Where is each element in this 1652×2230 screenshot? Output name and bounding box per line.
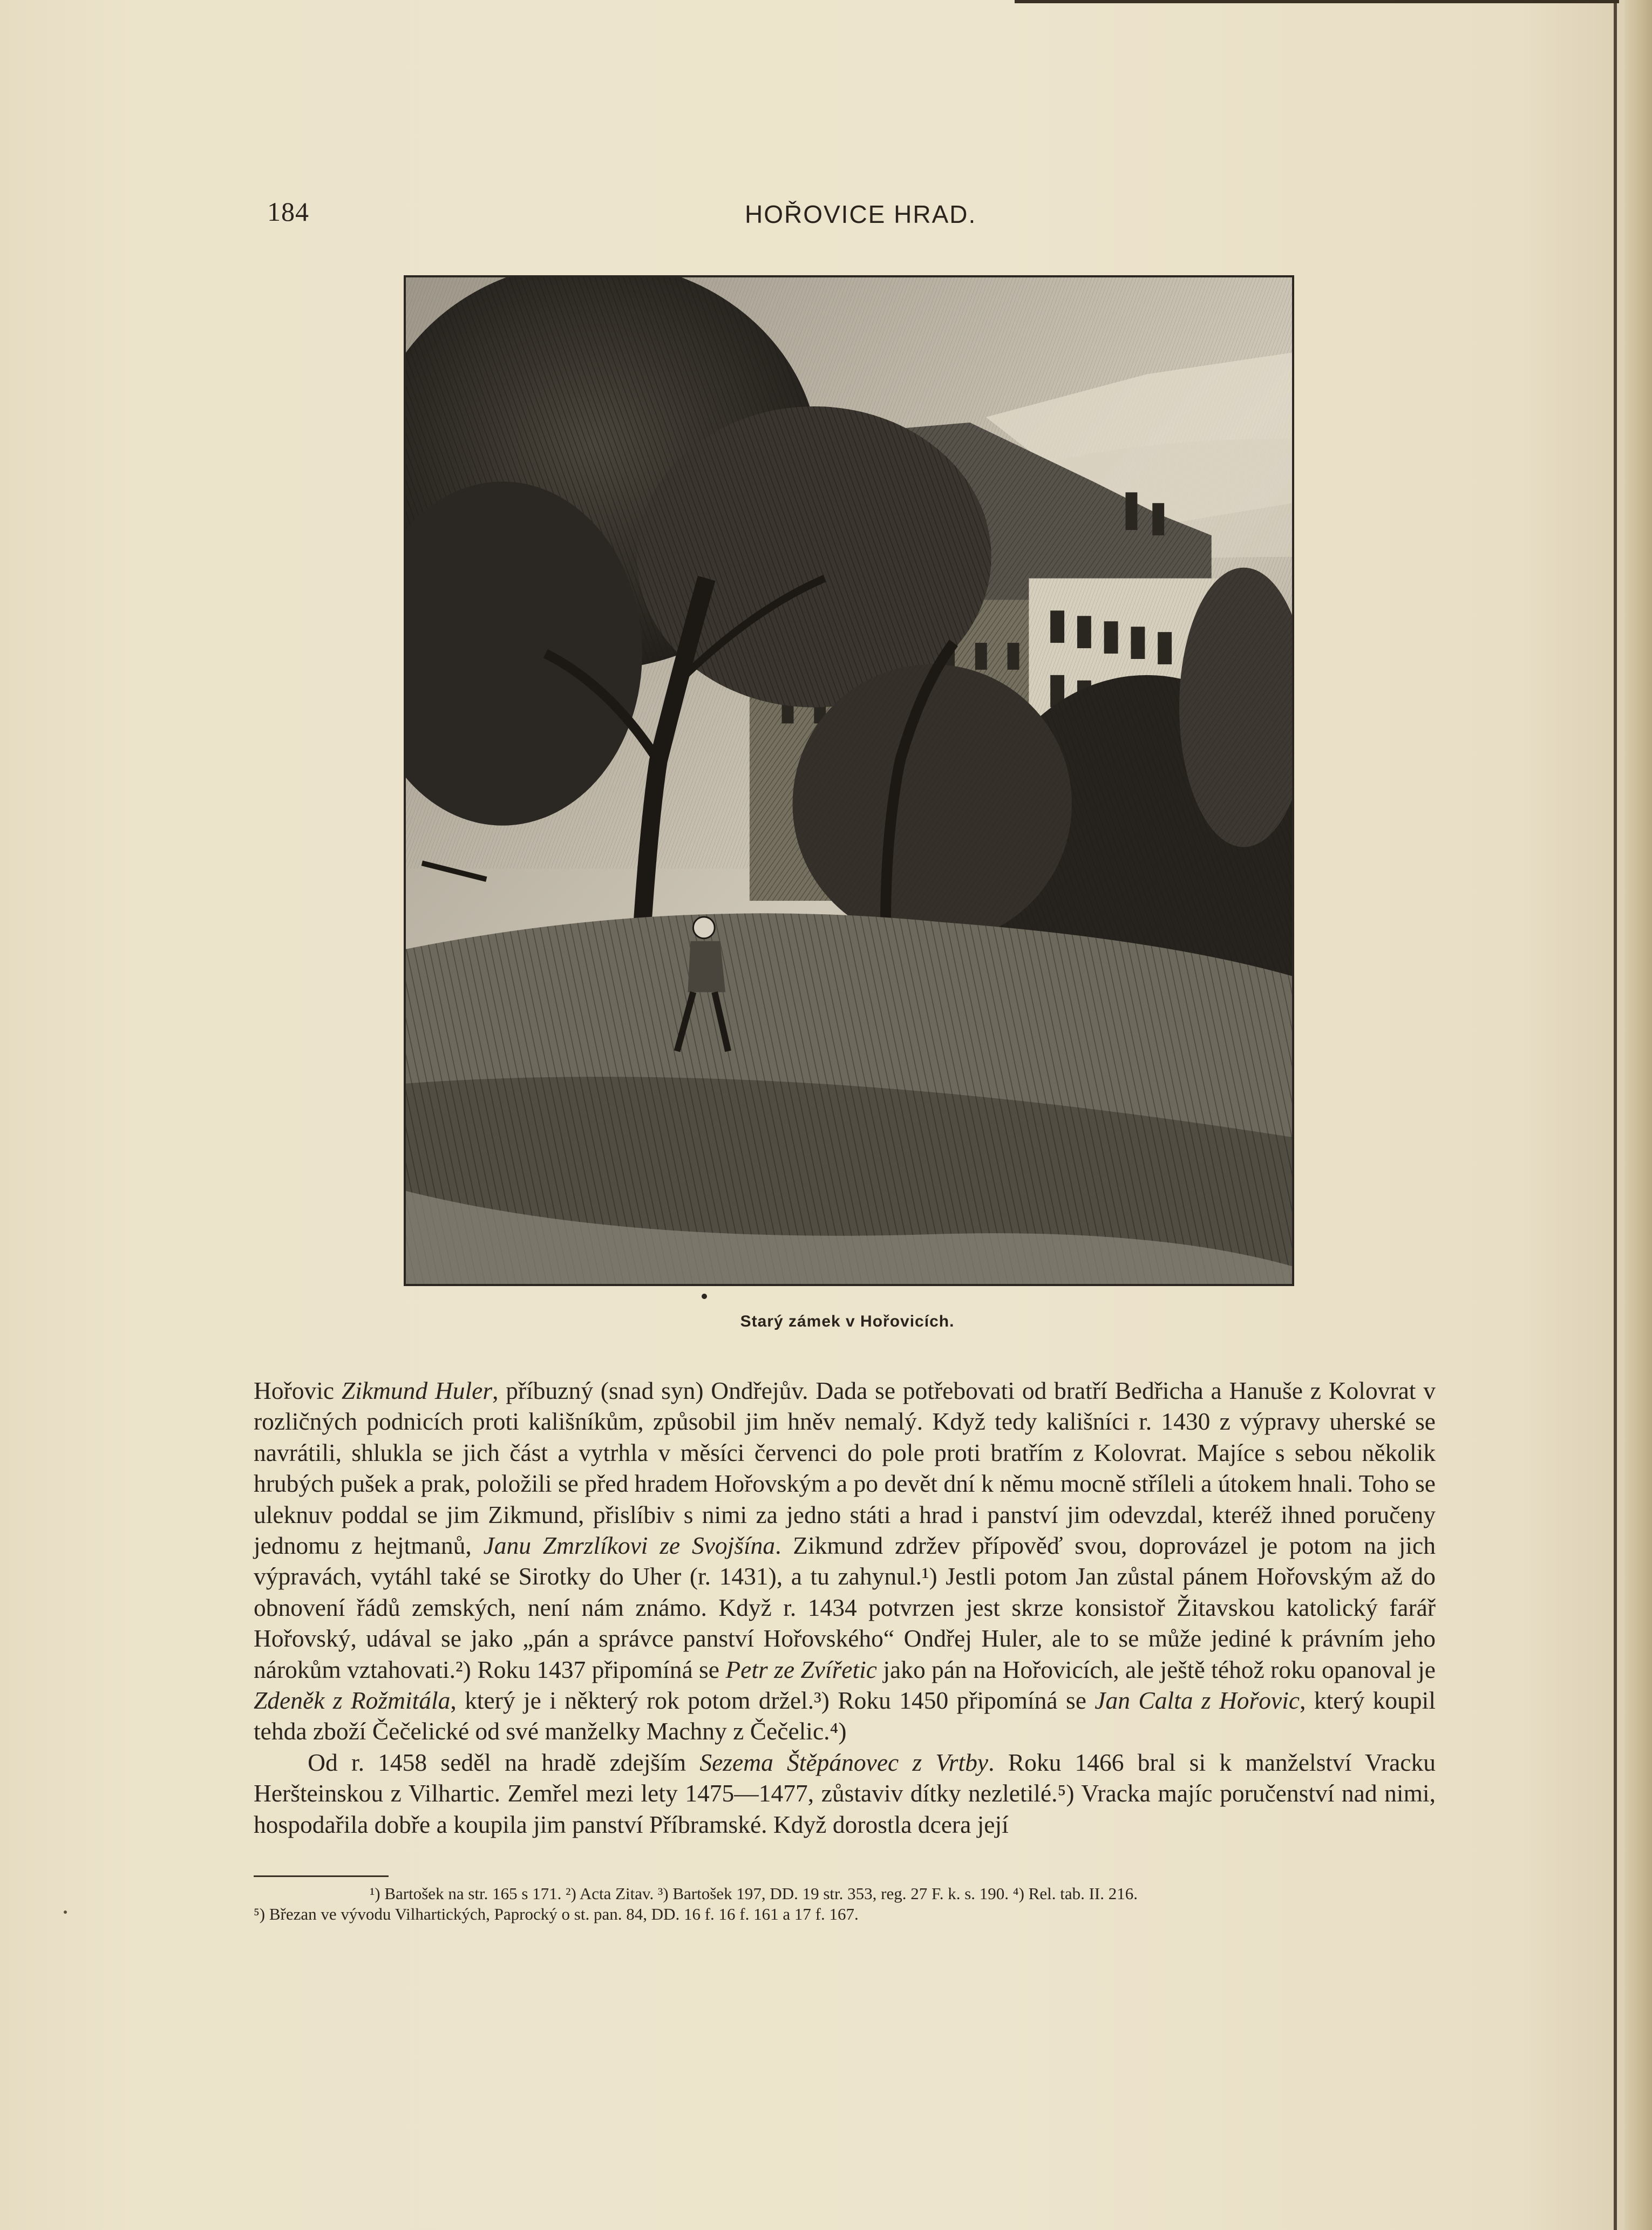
page-number: 184 (267, 196, 309, 227)
footnotes (254, 1884, 1441, 1925)
paragraph-1-run-3: Janu Zmrzlíkovi ze Svojšína (483, 1532, 776, 1560)
paragraph-2-run-0: Od r. 1458 seděl na hradě zdejším (308, 1748, 700, 1776)
paragraph-1-run-7: Zdeněk z Rožmitála (254, 1687, 451, 1715)
paragraph-2-run-1: Sezema Štěpánovec z Vrtby (699, 1748, 989, 1776)
footnote-line-1: ¹) Bartošek na str. 165 s 171. ²) Acta Zitav. ³) Bartošek 197, DD. 19 str. 353, reg. 27 F. k. s. 190. ⁴) Rel. tab. II. 216. (370, 1884, 1138, 1903)
paragraph-1-run-9: Jan Calta z Hořovic (1094, 1687, 1300, 1715)
running-head: HOŘOVICE HRAD. (745, 200, 977, 228)
paragraph-2-run-2: . Roku 1466 bral si k manželství Vracku Heršteinskou z Vilhartic. Zemřel mezi lety 1475—1477, zůstaviv dítky nezletilé.⁵) Vracka majíc poručenství nad nimi, hospodařila dobře a koupila jim panství Příbramské. Když dorostla dcera její (254, 1748, 1436, 1838)
paragraph-2 (254, 1747, 1436, 1840)
page-speck (64, 1911, 67, 1914)
binding-line (1614, 0, 1617, 2230)
paragraph-1-run-2: , příbuzný (snad syn) Ondřejův. Dada se potřebovati od bratří Bedřicha a Hanuše z Kolovrat v rozličných podnicích proti kališníkům, způsobil jim hněv nemalý. Když tedy kališníci r. 1430 z výpravy uherské se navrátili, shlukla se jich část a vytrhla v měsíci červenci do pole proti bratřím z Kolovrat. Majíce s sebou několik hrubých pušek a prak, položili se před hradem Hořovským a po devět dní k němu mocně stříleli a útokem hnali. Toho se uleknuv poddal se jim Zikmund, přislíbiv s nimi za jedno státi a hrad i panství jim odevzdal, kteréž ihned poručeny jednomu z hejtmanů, (254, 1377, 1436, 1560)
body-text (254, 1375, 1436, 1840)
figure-dot (702, 1294, 707, 1299)
paragraph-1-run-0: Hořovic (254, 1377, 342, 1404)
footnote-rule (254, 1875, 389, 1877)
paragraph-1-run-8: , který je i některý rok potom držel.³) Roku 1450 připomíná se (450, 1687, 1095, 1715)
paragraph-1-run-4: . Zikmund zdržev přípověď svou, doprovázel je potom na jich výpravách, vytáhl také se Sirotky do Uher (r. 1431), a tu zahynul.¹) Jestli potom Jan zůstal pánem Hořovským až do obnovení řádů zemských, není nám známo. Když r. 1434 potvrzen jest skrze konsistoř Žitavskou katolický farář Hořovský, udával se jako „pán a správce panství Hořovského“ Ondřej Huler, ale to se může jediné k právním jeho nárokům vztahovati.²) Roku 1437 připomíná se (254, 1532, 1436, 1683)
paragraph-1-run-10: , který koupil tehda zboží Čečelické od své manželky Machny z Čečelic.⁴) (254, 1687, 1436, 1745)
paragraph-1-run-1: Zikmund Huler (341, 1377, 493, 1404)
castle-illustration (404, 275, 1294, 1286)
top-edge-line (1015, 0, 1619, 3)
footnote-line-2: ⁵) Březan ve vývodu Vilhartických, Paprocký o st. pan. 84, DD. 16 f. 16 f. 161 a 17 f. 167. (254, 1905, 859, 1923)
figure-caption: Starý zámek v Hořovicích. (740, 1313, 955, 1330)
paragraph-1-run-5: Petr ze Zvířetic (725, 1655, 877, 1683)
engraving-drawing (406, 277, 1292, 1284)
paragraph-1 (254, 1375, 1436, 1747)
page-edge-shadow (1625, 0, 1652, 2230)
paragraph-1-run-6: jako pán na Hořovicích, ale ještě téhož roku opanoval je (876, 1655, 1436, 1683)
